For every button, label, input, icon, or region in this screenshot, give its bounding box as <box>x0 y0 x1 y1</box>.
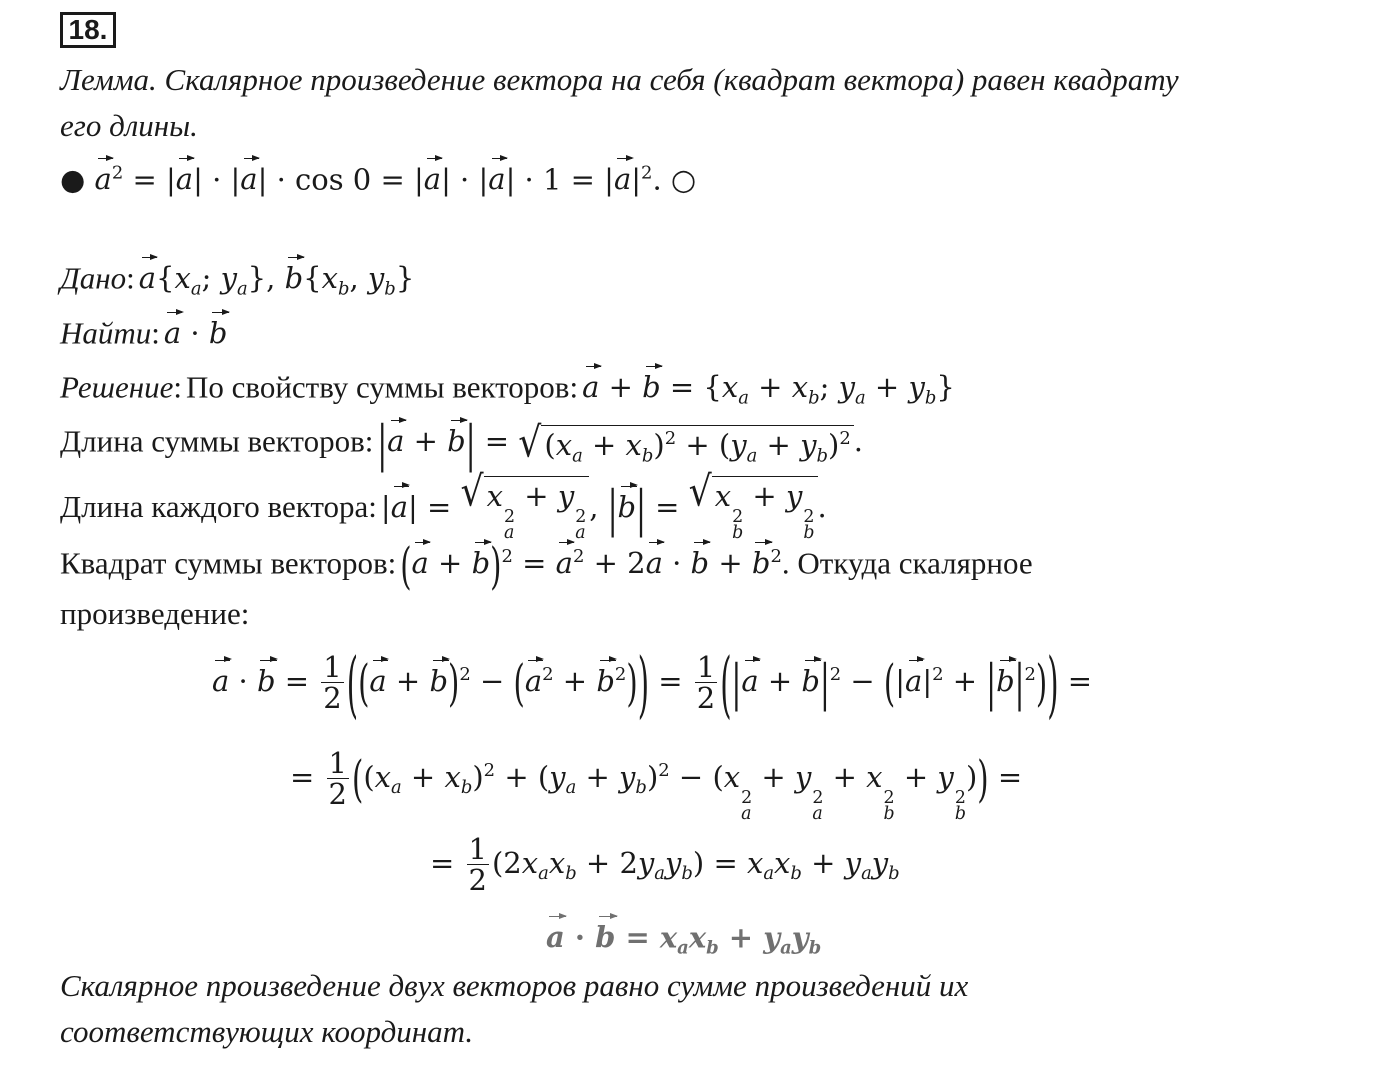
square-sum-line: Квадрат суммы векторов: $(a + b)^2 = a^2 + 2a \cdot b + b^2$. Откуда скалярное <box>60 536 1033 595</box>
derivation-line-1: a · b = $\frac{1}{2}$ $((a + b)^2 - (a^2 + b^2))$ = $\frac{1}{2}$ $(|a + b|^2 - (|a|^2 + |b|^2))$ = <box>212 641 1093 727</box>
sum-length-line: Длина суммы векторов: |a + b| = √ $(x_a + x_b)^2 + (y_a + y_b)^2$ . <box>60 414 863 473</box>
solution-text: По свойству суммы векторов: <box>186 369 579 405</box>
find-line: Найти: a · b <box>60 310 227 351</box>
each-length-text: Длина каждого вектора: <box>60 489 377 524</box>
lemma-proof: ● $a^2 = |a| \cdot |a| \cdot \cos 0 = |a| \cdot |a| \cdot 1 = |a|^2$. ○ <box>60 156 696 196</box>
proof-start-bullet: ● <box>60 162 86 197</box>
lemma-line-2: его длины. <box>60 108 198 143</box>
conclusion-line-2: соответствующих координат. <box>60 1014 474 1049</box>
derivation-line-2: = $\frac{1}{2}$ ($(x_a + x_b)^2 + (y_a + y_b)^2 - (x$ 2 a + y 2 a + x 2 b + y 2 b )) = <box>290 746 1023 825</box>
task-number: 18. <box>60 12 116 48</box>
find-label: Найти <box>60 315 152 351</box>
conclusion-line-1: Скалярное произведение двух векторов равно сумме произведений их <box>60 968 969 1003</box>
square-sum-text: Квадрат суммы векторов: <box>60 545 397 581</box>
sum-length-text: Длина суммы векторов: <box>60 423 374 459</box>
solution-line: Решение: По свойству суммы векторов: $a + b = \{x_a + x_b$; $y_a + y_b$} <box>60 364 955 405</box>
solution-label: Решение <box>60 369 174 405</box>
lemma-line-1: Лемма. Скалярное произведение вектора на себя (квадрат вектора) равен квадрату <box>60 62 1179 97</box>
each-length-line: Длина каждого вектора: |a| = √ x 2 a + y 2 a , |b| = √ x 2 b + y 2 b . <box>60 466 827 544</box>
derivation-line-3: = $\frac{1}{2}$ $(2x_ax_b + 2y_ay_b) = x_ax_b + y_ay_b$ <box>430 832 900 898</box>
given-label: Дано <box>60 260 127 296</box>
product-text: произведение: <box>60 596 250 631</box>
proof-end-circle: ○ <box>670 162 697 197</box>
given-line: Дано: $a\{x_a$; $y_a$}, $b\{x_b$, $y_b$} <box>60 255 414 296</box>
result-formula: $a \cdot b = x_ax_b + y_ay_b$ <box>546 914 821 954</box>
whence-text: . Откуда скалярное <box>781 545 1033 581</box>
